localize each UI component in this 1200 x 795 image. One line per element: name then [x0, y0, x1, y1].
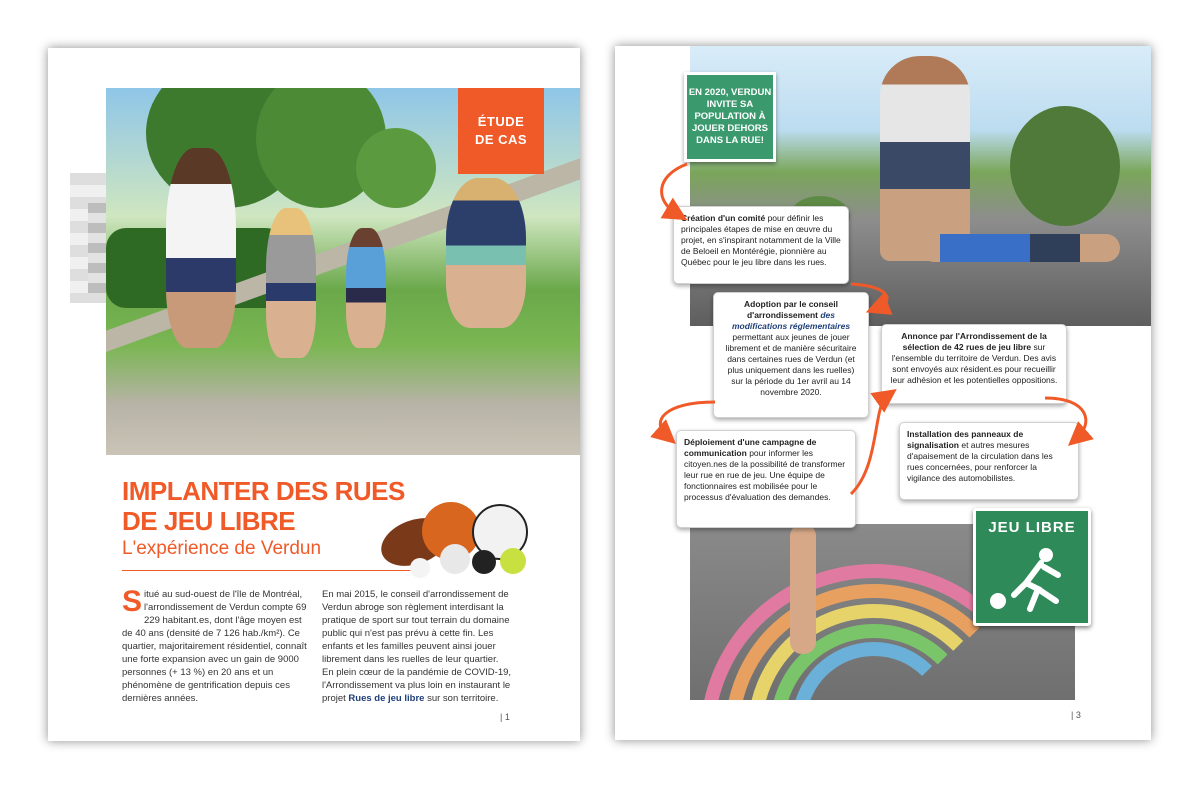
- sports-balls-image: [380, 500, 540, 580]
- step-create-committee: [673, 206, 849, 284]
- step1-heading: Création d'un comité: [681, 213, 766, 223]
- step2-text: permettant aux jeunes de jouer librement et de manière sécuritaire dans certaines rues de Verdun (et plus uniquement dans les ruelles) sur la période du 1er avril au 14 novembre 2020.: [725, 332, 857, 397]
- title-line-1: IMPLANTER DES RUES: [122, 476, 405, 506]
- column-1-text: itué au sud-ouest de l'île de Montréal, l'arrondissement de Verdun compte 69 229 habitant.es, dont l'âge moyen est de 40 ans (densité de 7 126 hab./km²). Ce quartier, majoritairement résidentiel, connaît une forte expansion avec un gain de 9000 personnes (+ 13 %) en 20 ans et un phénomène de gentrification depuis ces dernières années.: [122, 589, 307, 704]
- left-page: [48, 48, 580, 741]
- child-playing-ball-icon: [986, 545, 1078, 615]
- title-line-2: DE JEU LIBRE: [122, 506, 296, 536]
- step4-text: pour informer les citoyen.nes de la possibilité de transformer leur rue en rue de jeu. Une équipe de fonctionnaires est mobilisée pour le processus d'évaluation des demandes.: [684, 448, 846, 502]
- page-number-right: | 3: [1071, 710, 1081, 720]
- step1-text: pour définir les principales étapes de mise en œuvre du projet, en s'inspirant notamment de la Ville de Beloeil en Montérégie, pionnière au Québec pour le jeu libre dans les rues.: [681, 213, 841, 267]
- step3-text: sur l'ensemble du territoire de Verdun. Des avis sont envoyés aux résident.es pour recueillir leur adhésion et les potentielles oppositions.: [890, 342, 1058, 385]
- badge-line-1: ÉTUDE: [477, 114, 525, 129]
- step5-heading: Installation des panneaux de signalisation: [907, 429, 1024, 450]
- body-column-1: [122, 585, 307, 705]
- body-column-2: [322, 588, 512, 705]
- step-communication-campaign: [676, 430, 856, 528]
- sign-title: JEU LIBRE: [988, 519, 1076, 536]
- column-2-text: En mai 2015, le conseil d'arrondissement de Verdun abroge son règlement interdisant la pratique de sport sur tout terrain du domaine public qui n'est pas prévu à cette fin. Les enfants et les familles peuvent ainsi jouer librement dans les ruelles de leur quartier. En plein cœur de la pandémie de COVID-19, l'Arrondissement va plus loin en instaurant le projet: [322, 589, 512, 704]
- step2-italic: des modifications réglementaires: [731, 310, 851, 331]
- case-study-badge: [458, 88, 544, 174]
- step-install-signs: [899, 422, 1079, 500]
- intro-callout: EN 2020, VERDUN INVITE SA POPULATION À JOUER DEHORS DANS LA RUE!: [684, 72, 776, 162]
- title-rule: [122, 570, 422, 571]
- column-2-end: sur son territoire.: [427, 693, 499, 704]
- page-subtitle: L'expérience de Verdun: [122, 538, 322, 559]
- jeu-libre-sign: [973, 508, 1091, 626]
- page-number-right-value: 3: [1075, 710, 1081, 720]
- step3-heading: Annonce par l'Arrondissement de la sélection de 42 rues de jeu libre: [901, 331, 1047, 352]
- step5-text: et autres mesures d'apaisement de la circulation dans les rues concernées, pour renforcer la vigilance des automobilistes.: [907, 440, 1053, 483]
- page-number-left: | 1: [500, 712, 510, 722]
- pixel-decoration-dark: [88, 203, 108, 293]
- right-page: [615, 46, 1151, 740]
- page-number-left-value: 1: [504, 712, 510, 722]
- step4-heading: Déploiement d'une campagne de communication: [684, 437, 817, 458]
- step-announce-streets: [881, 324, 1067, 404]
- rues-de-jeu-libre-link[interactable]: Rues de jeu libre: [348, 693, 425, 704]
- step2-heading: Adoption par le conseil d'arrondissement: [744, 299, 838, 320]
- step-adopt-regulation: [713, 292, 869, 418]
- drop-cap: S: [122, 585, 143, 618]
- badge-line-2: DE CAS: [474, 132, 528, 147]
